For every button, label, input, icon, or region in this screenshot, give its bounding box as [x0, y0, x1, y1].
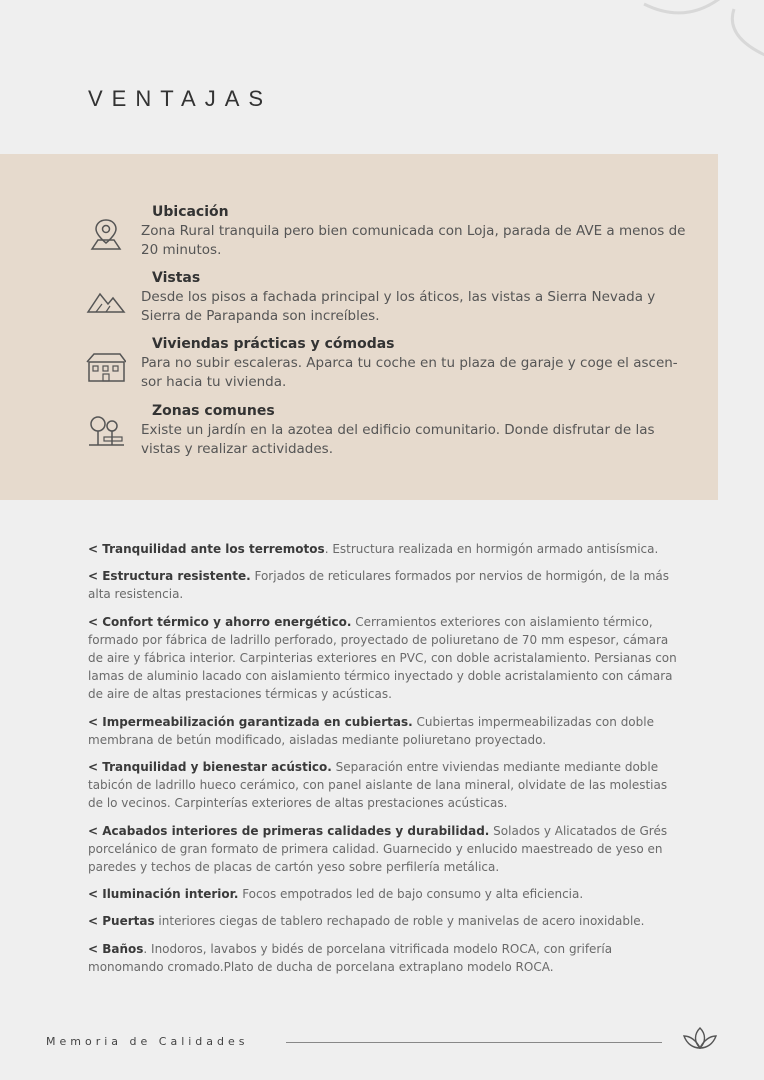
feature-lead: < Estructura resistente.	[88, 569, 251, 584]
feature-text: Forjados de reticulares formados por nervios de hormigón, de la más alta resistencia.	[88, 569, 670, 602]
feature-lead: < Iluminación interior.	[88, 887, 239, 902]
lotus-icon	[680, 1024, 720, 1052]
feature-lead: < Impermeabilización garantizada en cubiertas.	[88, 714, 413, 729]
feature-text: Solados y Alicatados de Grés porcelánico de gran formato de primera calidad. Guarnecido y enlucido maestreado de yeso en paredes y techos de placas de cartón yeso sobre perfilería metálica.	[88, 823, 668, 875]
feature-text: Separación entre viviendas mediante mediante doble tabicón de ladrillo hueco cerámico, con panel aislante de lana mineral, olvidate de las molestias de lo vecinos. Carpinterías exteriores de altas prestaciones acústicas.	[88, 760, 668, 811]
feature-text: Focos empotrados led de bajo consumo y alta eficiencia.	[238, 887, 584, 902]
feature-item	[88, 822, 678, 877]
garden-bench-icon	[86, 413, 126, 449]
advantage-text: Zona Rural tranquila pero bien comunicada con Loja, parada de AVE a menos de 20 minutos.	[141, 223, 686, 258]
feature-item	[88, 912, 678, 930]
feature-text: . Inodoros, lavabos y bidés de porcelana vitrificada modelo ROCA, con grifería monomando cromado.Plato de ducha de porcelana extraplano modelo ROCA.	[88, 941, 613, 974]
advantage-heading: Viviendas prácticas y cómodas	[152, 336, 395, 352]
location-pin-icon	[86, 216, 126, 252]
building-icon	[86, 350, 126, 386]
features-list	[88, 540, 678, 985]
page-title: VENTAJAS	[88, 86, 273, 111]
advantage-text: Existe un jardín en la azotea del edificio comunitario. Donde disfrutar de las vistas y realizar actividades.	[141, 422, 655, 457]
feature-item	[88, 940, 678, 976]
feature-item	[88, 613, 678, 704]
feature-text: interiores ciegas de tablero rechapado de roble y manivelas de acero inoxidable.	[154, 914, 645, 929]
feature-text: . Estructura realizada en hormigón armado antisísmica.	[324, 542, 659, 556]
feature-item	[88, 567, 678, 603]
advantage-heading: Vistas	[152, 270, 201, 286]
footer-divider	[286, 1042, 662, 1043]
feature-text: Cerramientos exteriores con aislamiento térmico, formado por fábrica de ladrillo perforado, proyectado de poliuretano de 70 mm espesor, cámara de aire y fábrica interior. Carpinterias exteriores en PVC, con doble acristalamiento. Persianas con lamas de aluminio lacado con aislamiento térmico inyectado y doble acristalamiento con cámara de aire de altas prestaciones térmicas y acústicas.	[88, 614, 677, 702]
feature-item	[88, 713, 678, 749]
advantages-panel	[0, 154, 718, 500]
advantage-text: Para no subir escaleras. Aparca tu coche en tu plaza de garaje y coge el ascen-sor hacia tu vivienda.	[141, 355, 678, 390]
feature-lead: < Tranquilidad ante los terremotos	[88, 542, 325, 556]
advantage-heading: Zonas comunes	[152, 403, 275, 419]
mountains-icon	[86, 284, 126, 320]
leaf-decoration-icon	[624, 0, 764, 74]
feature-item	[88, 540, 678, 558]
feature-lead: < Acabados interiores de primeras calidades y durabilidad.	[88, 823, 490, 838]
footer-label: Memoria de Calidades	[46, 1035, 249, 1048]
feature-lead: < Confort térmico y ahorro energético.	[88, 614, 352, 629]
advantage-text: Desde los pisos a fachada principal y los áticos, las vistas a Sierra Nevada y Sierra de Parapanda son increíbles.	[141, 289, 656, 324]
feature-item	[88, 885, 678, 903]
feature-lead: < Baños	[88, 941, 144, 956]
feature-item	[88, 758, 678, 813]
feature-lead: < Puertas	[88, 914, 155, 929]
feature-lead: < Tranquilidad y bienestar acústico.	[88, 760, 332, 775]
feature-text: Cubiertas impermeabilizadas con doble membrana de betún modificado, aisladas mediante poliuretano proyectado.	[88, 714, 654, 747]
advantage-heading: Ubicación	[152, 204, 229, 220]
